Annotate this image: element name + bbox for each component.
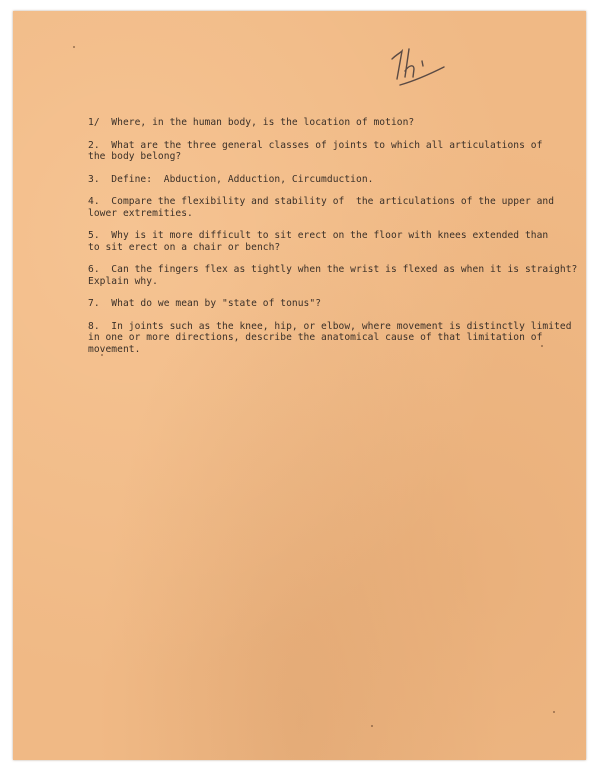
question-6: 6. Can the fingers flex as tightly when the wrist is flexed as when it is straight? Explain why. <box>88 264 578 287</box>
handwritten-mark <box>378 41 448 91</box>
question-1: 1/ Where, in the human body, is the location of motion? <box>88 117 415 128</box>
paper-speck <box>541 345 543 347</box>
question-5: 5. Why is it more difficult to sit erect on the floor with knees extended than to sit erect on a chair or bench? <box>88 230 549 253</box>
question-8: 8. In joints such as the knee, hip, or elbow, where movement is distinctly limited in one or more directions, describe the anatomical cause of that limitation of movement. <box>88 320 572 355</box>
question-2: 2. What are the three general classes of joints to which all articulations of the body belong? <box>88 139 543 162</box>
question-4: 4. Compare the flexibility and stability of the articulations of the upper and lower extremities. <box>88 196 555 219</box>
paper-speck <box>73 46 75 48</box>
question-list <box>88 117 588 366</box>
paper-speck <box>553 711 555 713</box>
paper-speck <box>101 354 103 356</box>
typewritten-question-sheet <box>13 11 586 760</box>
paper-speck <box>371 725 373 727</box>
question-7: 7. What do we mean by "state of tonus"? <box>88 298 322 309</box>
question-3: 3. Define: Abduction, Adduction, Circumduction. <box>88 173 374 185</box>
